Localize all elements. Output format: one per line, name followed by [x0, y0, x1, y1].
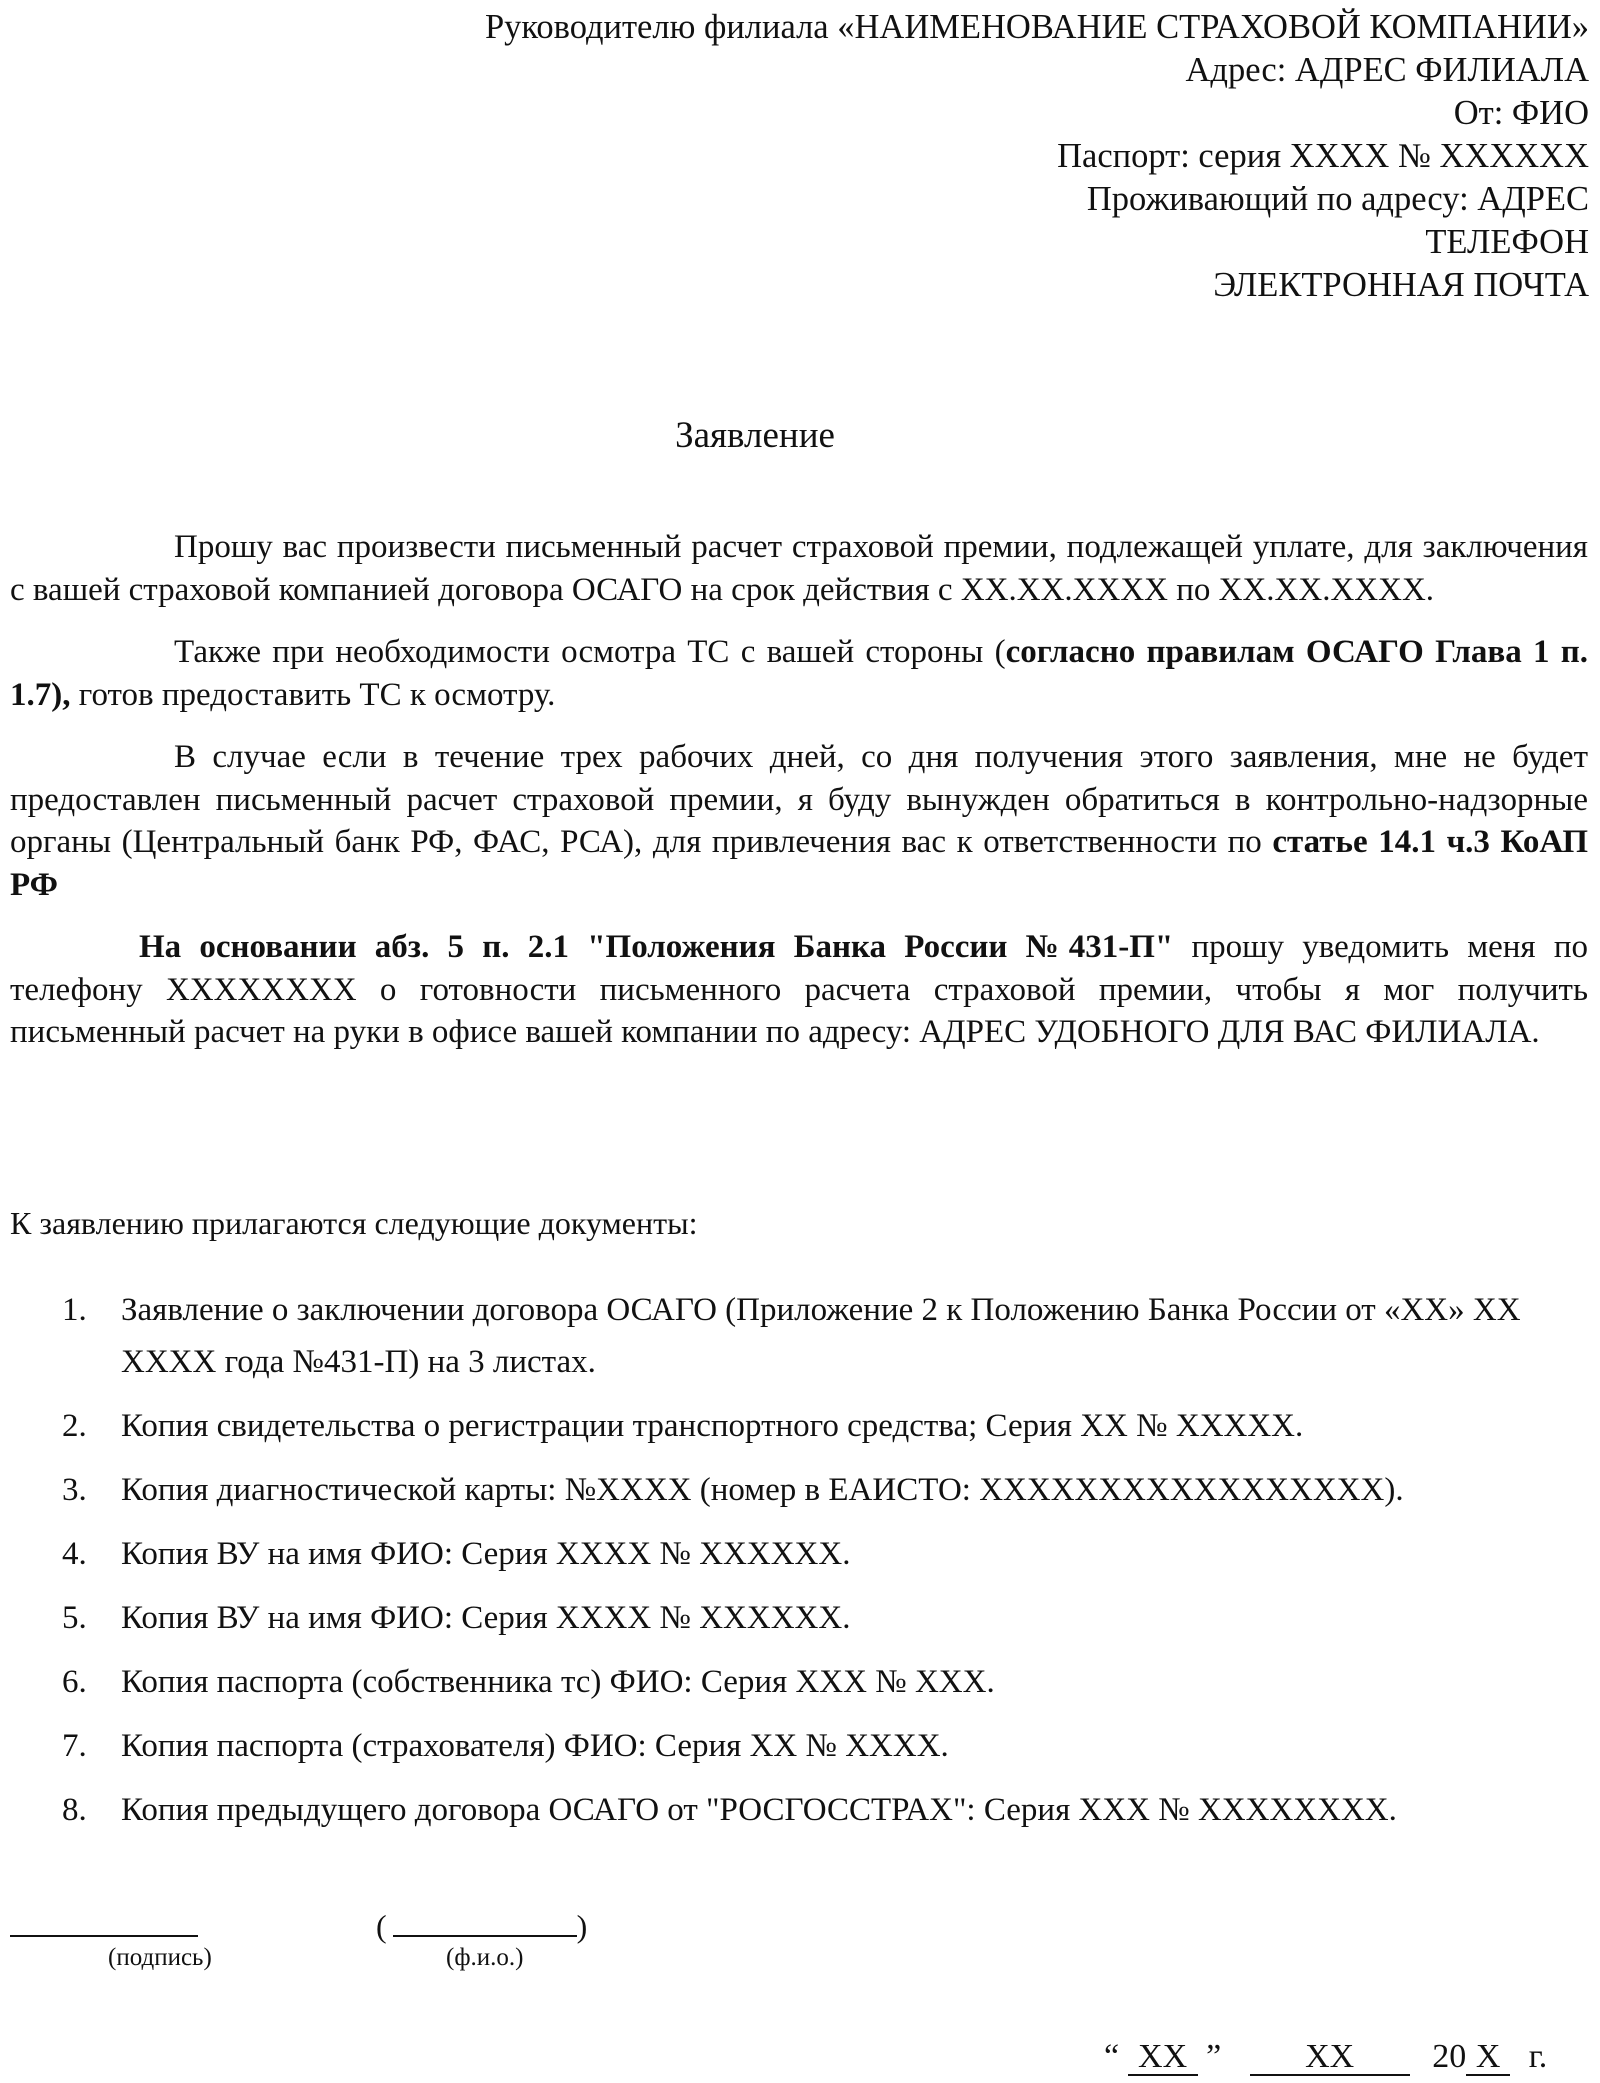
paragraph-notification-end: прошу уведомить меня по телефону XXXXXXXX о готовности письменного расчета страховой премии, чтобы я мог получить письменный расчет на руки в офисе вашей компании по адресу: АДРЕС УДОБНОГО ДЛЯ ВАС ФИЛИАЛА.: [10, 929, 1588, 1050]
list-item-number: 1.: [62, 1292, 87, 1328]
paragraph-inspection-end: готов предоставить ТС к осмотру.: [70, 676, 556, 713]
paragraph-notification-bold: На основании абз. 5 п. 2.1 "Положения Банка России №431-П": [139, 929, 1174, 965]
date-year: X: [1466, 2040, 1510, 2076]
date-line: [1104, 2038, 1547, 2076]
email-line: ЭЛЕКТРОННАЯ ПОЧТА: [1213, 266, 1589, 304]
list-item-number: 8.: [62, 1792, 87, 1828]
list-item-text: Заявление о заключении договора ОСАГО (Приложение 2 к Положению Банка России от «ХХ» ХХ ХХХХ года №431-П) на 3 листах.: [121, 1292, 1521, 1380]
open-paren: (: [376, 1908, 387, 1944]
branch-address-line: Адрес: АДРЕС ФИЛИАЛА: [1185, 51, 1589, 89]
list-item-text: Копия ВУ на имя ФИО: Серия XXXX № XXXXXX.: [121, 1600, 851, 1636]
list-item-number: 7.: [62, 1728, 87, 1764]
list-item-number: 2.: [62, 1408, 87, 1444]
list-item-text: Копия паспорта (страхователя) ФИО: Серия XX № XXXX.: [121, 1728, 949, 1764]
paragraph-inspection-start: Также при необходимости осмотра ТС с вашей стороны (: [174, 634, 1006, 670]
list-item-text: Копия диагностической карты: №XXXX (номер в ЕАИСТО: XXXXXXXXXXXXXXXXX).: [121, 1472, 1404, 1508]
list-item-number: 6.: [62, 1664, 87, 1700]
date-month: XX: [1250, 2040, 1410, 2076]
fullname-line: [393, 1905, 577, 1937]
document-title: Заявление: [675, 415, 835, 456]
date-day: XX: [1128, 2040, 1198, 2076]
list-item-number: 4.: [62, 1536, 87, 1572]
paragraph-warning-start: В случае если в течение трех рабочих дней, со дня получения этого заявления, мне не будет предоставлен письменный расчет страховой премии, я буду вынужден обратиться в контрольно-надзорные органы (Центральный банк РФ, ФАС, РСА), для привлечения вас к ответственности по: [10, 739, 1588, 860]
list-item-text: Копия свидетельства о регистрации транспортного средства; Серия XX № XXXXX.: [121, 1408, 1304, 1444]
paragraph-inspection-bold: согласно правилам ОСАГО Глава 1 п. 1.7),: [10, 634, 1588, 713]
addressee-block: [89, 6, 1589, 307]
paragraph-notification: [10, 926, 1588, 1054]
paragraph-request: [10, 526, 1588, 611]
residence-line: Проживающий по адресу: АДРЕС: [1086, 180, 1589, 218]
from-line: От: ФИО: [1453, 94, 1589, 132]
attachments-list: [58, 1284, 1592, 1848]
date-close-quote: ”: [1206, 2038, 1222, 2075]
list-item-text: Копия паспорта (собственника тс) ФИО: Серия XXX № XXX.: [121, 1664, 995, 1700]
paragraph-warning-bold: статье 14.1 ч.3 КоАП РФ: [10, 824, 1588, 903]
list-item-text: Копия предыдущего договора ОСАГО от "РОСГОССТРАХ": Серия XXX № XXXXXXXX.: [121, 1792, 1397, 1828]
paragraph-warning: [10, 736, 1588, 906]
passport-line: Паспорт: серия XXXX № XXXXXX: [1057, 137, 1589, 175]
list-item-number: 5.: [62, 1600, 87, 1636]
fullname-block: [376, 1905, 587, 1945]
paragraph-inspection: [10, 631, 1588, 716]
addressee-line: Руководителю филиала «НАИМЕНОВАНИЕ СТРАХОВОЙ КОМПАНИИ»: [484, 8, 1589, 46]
list-item: [58, 1284, 1592, 1388]
close-paren: ): [576, 1908, 588, 1944]
list-item: [58, 1720, 1592, 1772]
fullname-caption: (ф.и.о.): [446, 1944, 524, 1971]
signature-line: [10, 1905, 198, 1937]
list-item: [58, 1400, 1592, 1452]
list-item-text: Копия ВУ на имя ФИО: Серия XXXX № XXXXXX.: [121, 1536, 851, 1572]
list-item: [58, 1528, 1592, 1580]
phone-line: ТЕЛЕФОН: [1425, 223, 1589, 261]
list-item: [58, 1592, 1592, 1644]
paragraph-request-text: Прошу вас произвести письменный расчет страховой премии, подлежащей уплате, для заключения с вашей страховой компанией договора ОСАГО на срок действия с XX.XX.XXXX по XX.XX.XXXX.: [10, 529, 1588, 608]
signature-caption: (подпись): [108, 1944, 212, 1971]
signature-block: [10, 1905, 198, 1945]
date-open-quote: “: [1104, 2038, 1120, 2075]
list-item-number: 3.: [62, 1472, 87, 1508]
date-suffix: г.: [1528, 2038, 1548, 2075]
date-year-prefix: 20: [1432, 2038, 1467, 2075]
list-item: [58, 1656, 1592, 1708]
document-body: [10, 526, 1588, 1074]
list-item: [58, 1784, 1592, 1836]
attachments-intro: К заявлению прилагаются следующие документы:: [10, 1205, 698, 1241]
list-item: [58, 1464, 1592, 1516]
